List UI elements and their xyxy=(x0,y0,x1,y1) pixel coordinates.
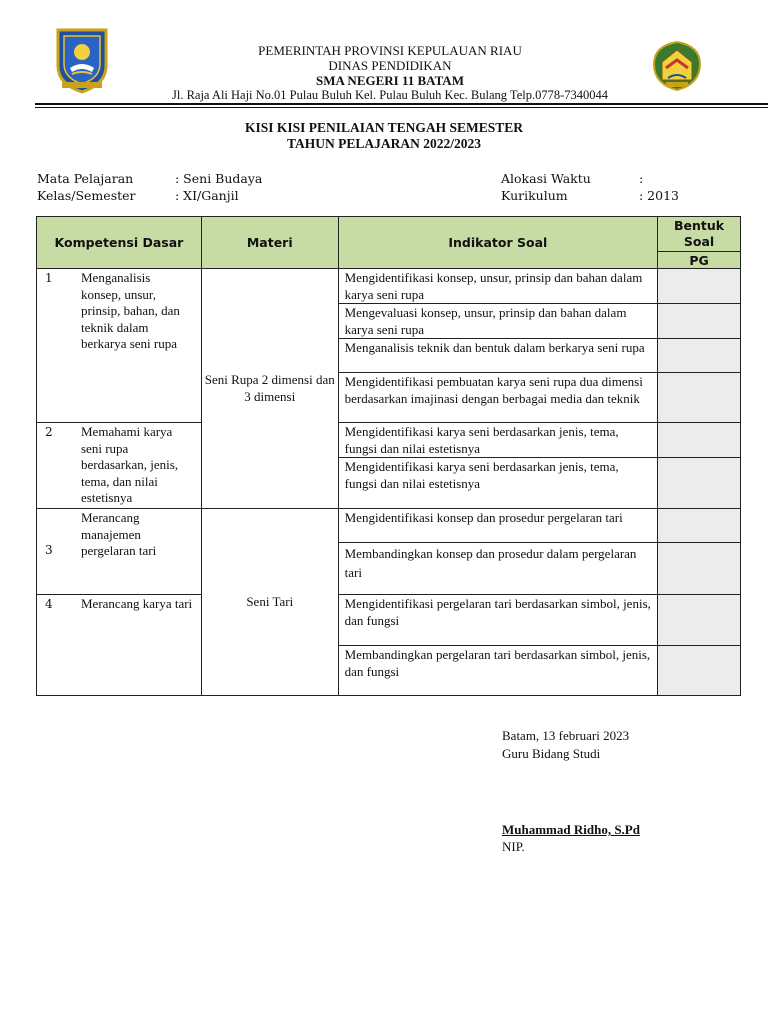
header-address: Jl. Raja Ali Haji No.01 Pulau Buluh Kel. Pulau Buluh Kec. Bulang Telp.0778-7340044 xyxy=(171,88,609,102)
kd-cell-2 xyxy=(37,423,202,509)
pg-cell xyxy=(658,304,741,339)
pg-cell xyxy=(658,458,741,509)
signature-nip: NIP. xyxy=(502,839,525,854)
alokasi-label: Alokasi Waktu xyxy=(501,171,591,186)
header-line2: DINAS PENDIDIKAN xyxy=(328,58,452,73)
pg-cell xyxy=(658,543,741,595)
kd-text: Merancang karya tari xyxy=(81,596,193,611)
pg-cell xyxy=(658,509,741,543)
kd-cell-4 xyxy=(37,595,202,696)
table-row xyxy=(37,509,741,543)
header-bentuk-soal: Bentuk Soal xyxy=(658,217,741,252)
header-line3: SMA NEGERI 11 BATAM xyxy=(316,73,464,88)
signature-place-date: Batam, 13 februari 2023 xyxy=(502,728,630,743)
batam-logo xyxy=(650,38,704,92)
materi-seni-rupa: Seni Rupa 2 dimensi dan 3 dimensi xyxy=(201,269,338,509)
indikator-6: Mengidentifikasi karya seni berdasarkan jenis, tema, fungsi dan nilai estetisnya xyxy=(338,458,657,509)
table-row xyxy=(37,423,741,458)
kd-number: 3 xyxy=(45,543,53,557)
header-line1: PEMERINTAH PROVINSI KEPULAUAN RIAU xyxy=(258,43,522,58)
indikator-10: Membandingkan pergelaran tari berdasarkan simbol, jenis, dan fungsi xyxy=(338,646,657,696)
indikator-9: Mengidentifikasi pergelaran tari berdasarkan simbol, jenis, dan fungsi xyxy=(338,595,657,646)
indikator-5: Mengidentifikasi karya seni berdasarkan jenis, tema, fungsi dan nilai estetisnya xyxy=(338,423,657,458)
header-pg: PG xyxy=(658,252,741,269)
kurikulum-value: : 2013 xyxy=(639,188,679,203)
kd-text: Merancang manajemen pergelaran tari xyxy=(81,510,157,558)
kelas-label: Kelas/Semester xyxy=(37,188,136,203)
pg-cell xyxy=(658,373,741,423)
mapel-label: Mata Pelajaran xyxy=(37,171,134,186)
header-kd: Kompetensi Dasar xyxy=(37,217,202,269)
kisi-table xyxy=(36,216,741,696)
kelas-value: : XI/Ganjil xyxy=(175,188,239,203)
kd-number: 2 xyxy=(45,425,53,439)
kd-cell-1 xyxy=(37,269,202,423)
alokasi-value: : xyxy=(639,171,644,186)
signature-name: Muhammad Ridho, S.Pd xyxy=(502,822,640,837)
kd-text: Memahami karya seni rupa berdasarkan, jenis, tema, dan nilai estetisnya xyxy=(81,424,179,505)
pg-cell xyxy=(658,646,741,696)
indikator-8: Membandingkan konsep dan prosedur dalam pergelaran tari xyxy=(338,543,657,595)
table-header-row xyxy=(37,217,741,252)
table-row xyxy=(37,269,741,304)
indikator-7: Mengidentifikasi konsep dan prosedur pergelaran tari xyxy=(338,509,657,543)
pg-cell xyxy=(658,595,741,646)
header-divider-thin xyxy=(35,107,768,108)
indikator-4: Mengidentifikasi pembuatan karya seni rupa dua dimensi berdasarkan imajinasi dengan berbagai media dan teknik xyxy=(338,373,657,423)
pg-cell xyxy=(658,339,741,373)
indikator-2: Mengevaluasi konsep, unsur, prinsip dan bahan dalam karya seni rupa xyxy=(338,304,657,339)
kurikulum-label: Kurikulum xyxy=(501,188,568,203)
kepri-logo xyxy=(52,26,112,94)
header-materi: Materi xyxy=(201,217,338,269)
pg-cell xyxy=(658,423,741,458)
doc-title-line1: KISI KISI PENILAIAN TENGAH SEMESTER xyxy=(244,120,524,135)
materi-seni-tari: Seni Tari xyxy=(201,509,338,696)
signature-role: Guru Bidang Studi xyxy=(502,746,601,761)
kd-text: Menganalisis konsep, unsur, prinsip, bahan, dan teknik dalam berkarya seni rupa xyxy=(81,270,180,351)
kd-number: 1 xyxy=(45,271,53,285)
kd-number: 4 xyxy=(45,597,53,611)
mapel-value: : Seni Budaya xyxy=(175,171,263,186)
doc-title-line2: TAHUN PELAJARAN 2022/2023 xyxy=(286,136,481,151)
table-row xyxy=(37,595,741,646)
kd-cell-3 xyxy=(37,509,202,595)
header-indikator: Indikator Soal xyxy=(338,217,657,269)
indikator-1: Mengidentifikasi konsep, unsur, prinsip dan bahan dalam karya seni rupa xyxy=(338,269,657,304)
indikator-3: Menganalisis teknik dan bentuk dalam berkarya seni rupa xyxy=(338,339,657,373)
header-divider-thick xyxy=(35,103,768,105)
pg-cell xyxy=(658,269,741,304)
